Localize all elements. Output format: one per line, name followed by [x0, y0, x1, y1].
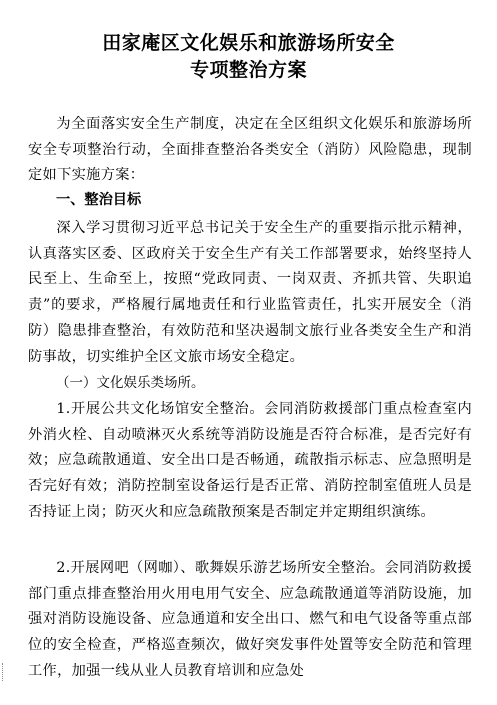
- section-1-heading: 一、整治目标: [56, 192, 142, 208]
- document-title-line-1: 田家庵区文化娱乐和旅游场所安全: [102, 32, 395, 54]
- section-1-paragraph: 深入学习贯彻习近平总书记关于安全生产的重要指示批示精神，认真落实区委、区政府关于安全生产有关工作部署要求，始终坚持人民至上、生命至上，按照“党政同责、一岗双责、齐抓共管、失职追责”的要求，严格履行属地责任和行业监管责任，扎实开展安全（消防）隐患排查整治，有效防范和坚决遏制文旅行业各类安全生产和消防事故，切实维护全区文旅市场安全稳定。: [28, 220, 472, 365]
- intro-paragraph: 为全面落实安全生产制度，决定在全区组织文化娱乐和旅游场所安全专项整治行动，全面排查整治各类安全（消防）风险隐患，现制定如下实施方案：: [28, 116, 472, 184]
- subsection-1-heading: （一）文化娱乐类场所。: [56, 375, 205, 391]
- item-1-paragraph: 1.开展公共文化场馆安全整治。会同消防救援部门重点检查室内外消火栓、自动喷淋灭火系统等消防设施是否符合标准，是否完好有效；应急疏散通道、安全出口是否畅通，疏散指示标志、应急照明是否完好有效；消防控制室设备运行是否正常、消防控制室值班人员是否持证上岗；防灭火和应急疏散预案是否制定并定期组织演练。: [28, 401, 472, 520]
- page-edge-marker: [2, 663, 4, 681]
- document-title-line-2: 专项整治方案: [189, 59, 307, 81]
- item-2-paragraph: 2.开展网吧（网咖）、歌舞娱乐游艺场所安全整治。会同消防救援部门重点排查整治用火用电用气安全、应急疏散通道等消防设施，加强对消防设施设备、应急通道和安全出口、燃气和电气设备等重点部位的安全检查，严格巡查频次，做好突发事件处置等安全防范和管理工作，加强一线从业人员教育培训和应急处: [28, 560, 472, 679]
